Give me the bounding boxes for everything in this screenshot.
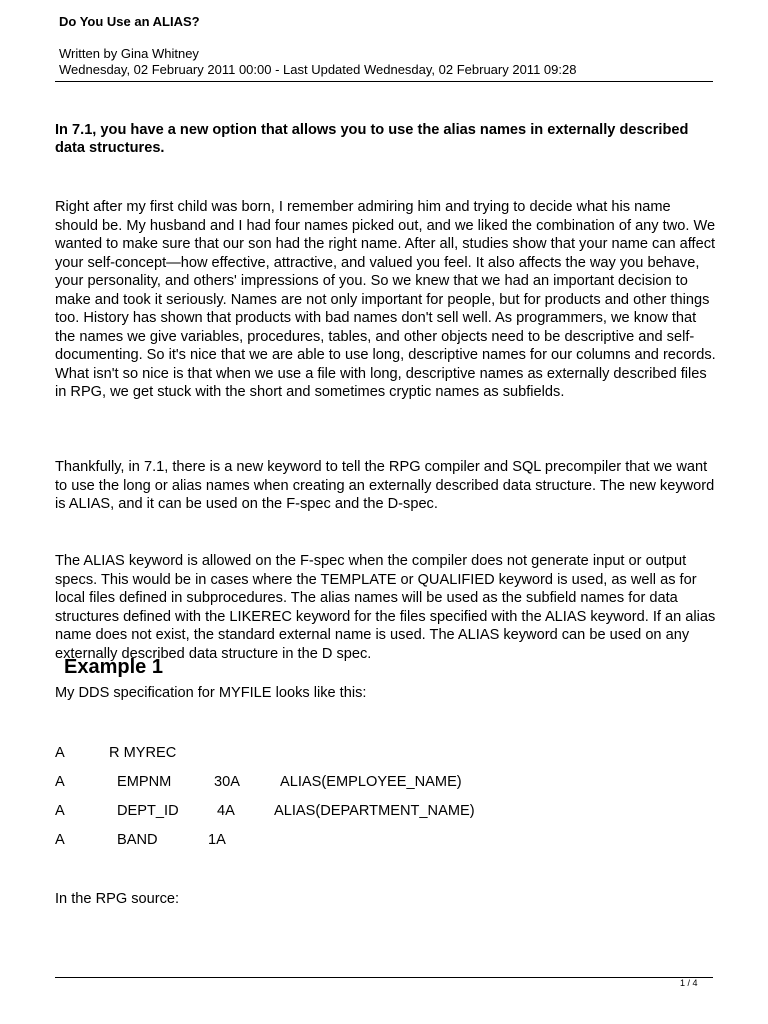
page-number: 1 / 4 (680, 978, 698, 988)
dds-row (55, 774, 655, 794)
dds-row (55, 803, 655, 823)
rpg-intro-text: In the RPG source: (55, 891, 180, 907)
paragraph-1: Right after my first child was born, I remember admiring him and trying to decide what his name should be. My husband and I had four names picked out, and we liked the combination of any two. We wanted to make sure that our son had the right name. After all, studies show that your name can affect your self-concept—how effective, attractive, and valued you feel. It also affects the way you behave, your personality, and others' impressions of you. So we knew that we had an important decision to make and took it seriously. Names are not only important for people, but for products and other things too. History has shown that products with bad names don't sell well. As programmers, we know that the names we give variables, procedures, tables, and other objects need to be descriptive and self-documenting. So it's nice that we are able to use long, descriptive names for our columns and records. What isn't so nice is that when we use a file with long, descriptive names as externally described files in RPG, we get stuck with the short and sometimes cryptic names as subfields. (55, 199, 716, 400)
paragraph-2: Thankfully, in 7.1, there is a new keyword to tell the RPG compiler and SQL precompiler that we want to use the long or alias names when creating an externally described data structure. The new keyword is ALIAS, and it can be used on the F-spec and the D-spec. (55, 459, 715, 512)
dds-cell-type: A (55, 803, 65, 819)
dds-cell-length: 4A (217, 803, 235, 819)
dds-cell-keyword: ALIAS(EMPLOYEE_NAME) (280, 774, 462, 790)
document-title: Do You Use an ALIAS? (59, 14, 200, 29)
dds-cell-length: 1A (208, 832, 226, 848)
header-divider (55, 81, 713, 82)
dds-row (55, 745, 655, 765)
dds-cell-name: DEPT_ID (117, 803, 179, 819)
date-line: Wednesday, 02 February 2011 00:00 - Last Updated Wednesday, 02 February 2011 09:28 (59, 62, 577, 77)
dds-cell-name: EMPNM (117, 774, 172, 790)
dds-cell-type: A (55, 774, 65, 790)
dds-cell-type: A (55, 745, 65, 761)
dds-cell-keyword: ALIAS(DEPARTMENT_NAME) (274, 803, 475, 819)
dds-cell-type: A (55, 832, 65, 848)
dds-cell-name: R MYREC (109, 745, 177, 761)
dds-cell-length: 30A (214, 774, 240, 790)
dds-cell-name: BAND (117, 832, 158, 848)
footer-divider (55, 977, 713, 978)
intro-summary: In 7.1, you have a new option that allows you to use the alias names in externally described data structures. (55, 122, 689, 156)
paragraph-3: The ALIAS keyword is allowed on the F-spec when the compiler does not generate input or output specs. This would be in cases where the TEMPLATE or QUALIFIED keyword is used, as well as for local files defined in subprocedures. The alias names will be used as the subfield names for data structures defined with the LIKEREC keyword for the files specified with the ALIAS keyword. If an alias name does not exist, the standard external name is used. The ALIAS keyword can be used on any externally described data structure in the D spec. (55, 553, 716, 662)
dds-row (55, 832, 655, 852)
example-heading: Example 1 (64, 656, 163, 678)
author-line: Written by Gina Whitney (59, 46, 199, 61)
dds-intro-text: My DDS specification for MYFILE looks like this: (55, 685, 367, 701)
